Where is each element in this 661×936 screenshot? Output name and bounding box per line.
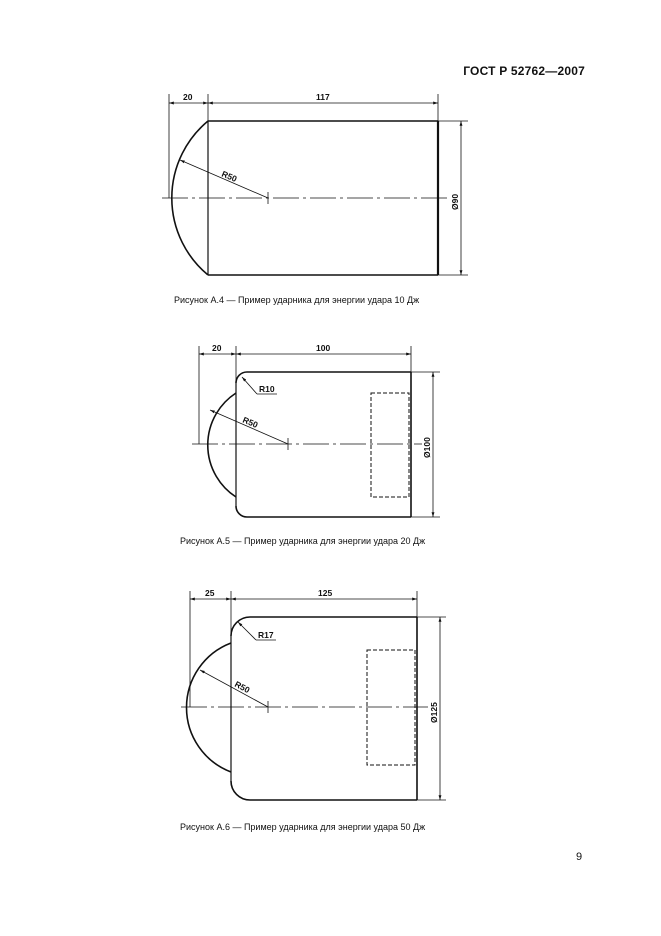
corner-radius-label-a5: R10 [259,384,275,394]
body-length-label-a5: 100 [316,343,331,353]
tip-length-label-a4: 20 [183,92,193,102]
striker-body-a6 [187,617,417,800]
figure-caption-a6: Рисунок А.6 — Пример ударника для энергии удара 50 Дж [180,822,426,832]
diameter-label-a6: Ø125 [429,702,439,723]
figure-caption-a5: Рисунок А.5 — Пример ударника для энергии удара 20 Дж [180,536,426,546]
body-length-label-a4: 117 [316,92,330,102]
tip-length-label-a6: 25 [205,588,215,598]
tip-length-label-a5: 20 [212,343,222,353]
radius-line-a6 [200,670,268,707]
figure-caption-a4: Рисунок А.4 — Пример ударника для энергии удара 10 Дж [174,295,420,305]
document-code: ГОСТ Р 52762—2007 [463,64,585,78]
diameter-label-a4: Ø90 [450,193,460,210]
radius-label-a5: R50 [241,414,260,430]
diameter-label-a5: Ø100 [422,437,432,458]
corner-radius-label-a6: R17 [258,630,274,640]
body-length-label-a6: 125 [318,588,333,598]
radius-label-a4: R50 [220,168,239,184]
radius-label-a6: R50 [233,678,252,696]
page-number: 9 [576,851,583,863]
